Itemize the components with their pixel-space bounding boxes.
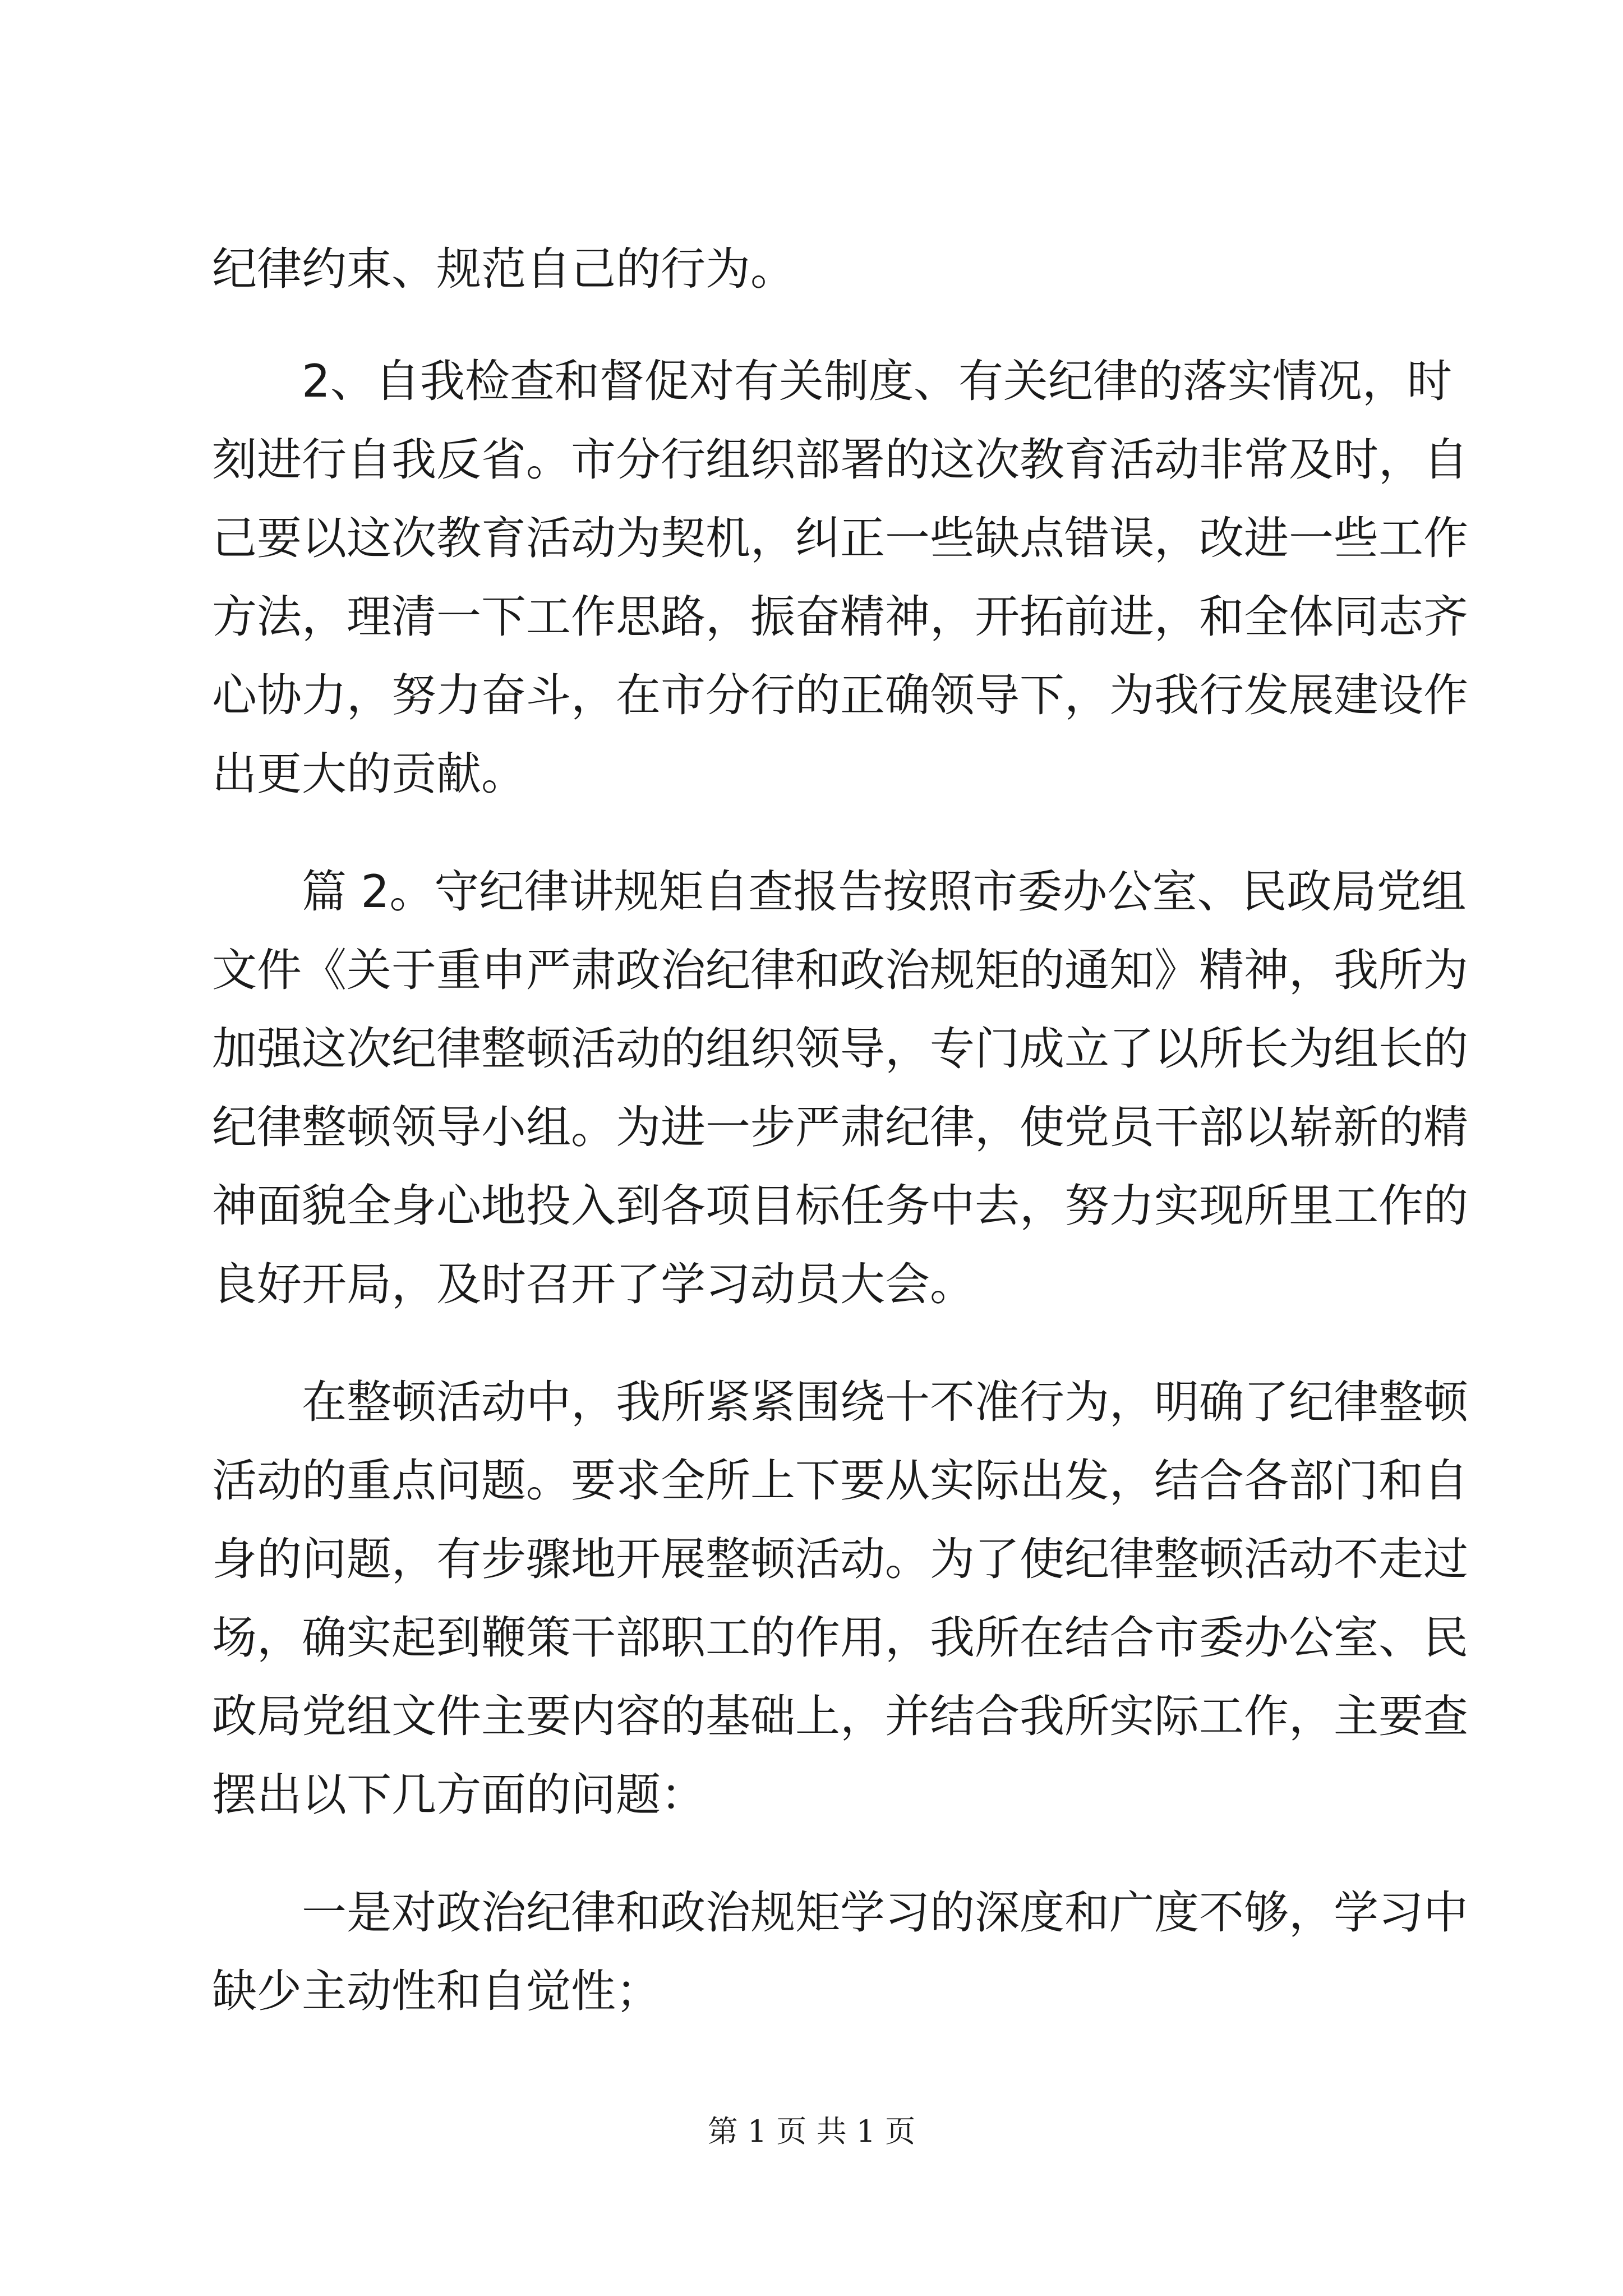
text-line: 活动的重点问题。要求全所上下要从实际出发，结合各部门和自 bbox=[212, 1455, 1468, 1507]
text-line: 场，确实起到鞭策干部职工的作用，我所在结合市委办公室、民 bbox=[212, 1612, 1468, 1664]
text-line: 摆出以下几方面的问题： bbox=[212, 1769, 706, 1821]
text-line: 2、自我检查和督促对有关制度、有关纪律的落实情况，时 bbox=[302, 355, 1452, 407]
text-line: 缺少主动性和自觉性； bbox=[212, 1965, 661, 2017]
text-line: 纪律约束、规范自己的行为。 bbox=[212, 243, 795, 295]
text-line: 文件《关于重申严肃政治纪律和政治规矩的通知》精神，我所为 bbox=[212, 944, 1468, 996]
text-line: 方法，理清一下工作思路，振奋精神，开拓前进，和全体同志齐 bbox=[212, 591, 1468, 643]
text-line: 一是对政治纪律和政治规矩学习的深度和广度不够，学习中 bbox=[302, 1887, 1468, 1939]
text-line: 政局党组文件主要内容的基础上，并结合我所实际工作，主要查 bbox=[212, 1690, 1468, 1742]
text-line: 加强这次纪律整顿活动的组织领导，专门成立了以所长为组长的 bbox=[212, 1023, 1468, 1075]
text-line: 篇 2。守纪律讲规矩自查报告按照市委办公室、民政局党组 bbox=[302, 866, 1467, 918]
text-line: 纪律整顿领导小组。为进一步严肃纪律，使党员干部以崭新的精 bbox=[212, 1101, 1468, 1153]
text-line: 身的问题，有步骤地开展整顿活动。为了使纪律整顿活动不走过 bbox=[212, 1533, 1468, 1585]
text-line: 神面貌全身心地投入到各项目标任务中去，努力实现所里工作的 bbox=[212, 1180, 1468, 1232]
page-number-footer: 第 1 页 共 1 页 bbox=[707, 2114, 916, 2149]
text-line: 心协力，努力奋斗，在市分行的正确领导下，为我行发展建设作 bbox=[212, 669, 1468, 721]
text-line: 良好开局，及时召开了学习动员大会。 bbox=[212, 1258, 975, 1310]
text-line: 出更大的贡献。 bbox=[212, 748, 526, 800]
text-line: 刻进行自我反省。市分行组织部署的这次教育活动非常及时，自 bbox=[212, 434, 1468, 486]
text-line: 在整顿活动中，我所紧紧围绕十不准行为，明确了纪律整顿 bbox=[302, 1376, 1468, 1428]
text-line: 己要以这次教育活动为契机，纠正一些缺点错误，改进一些工作 bbox=[212, 512, 1468, 564]
